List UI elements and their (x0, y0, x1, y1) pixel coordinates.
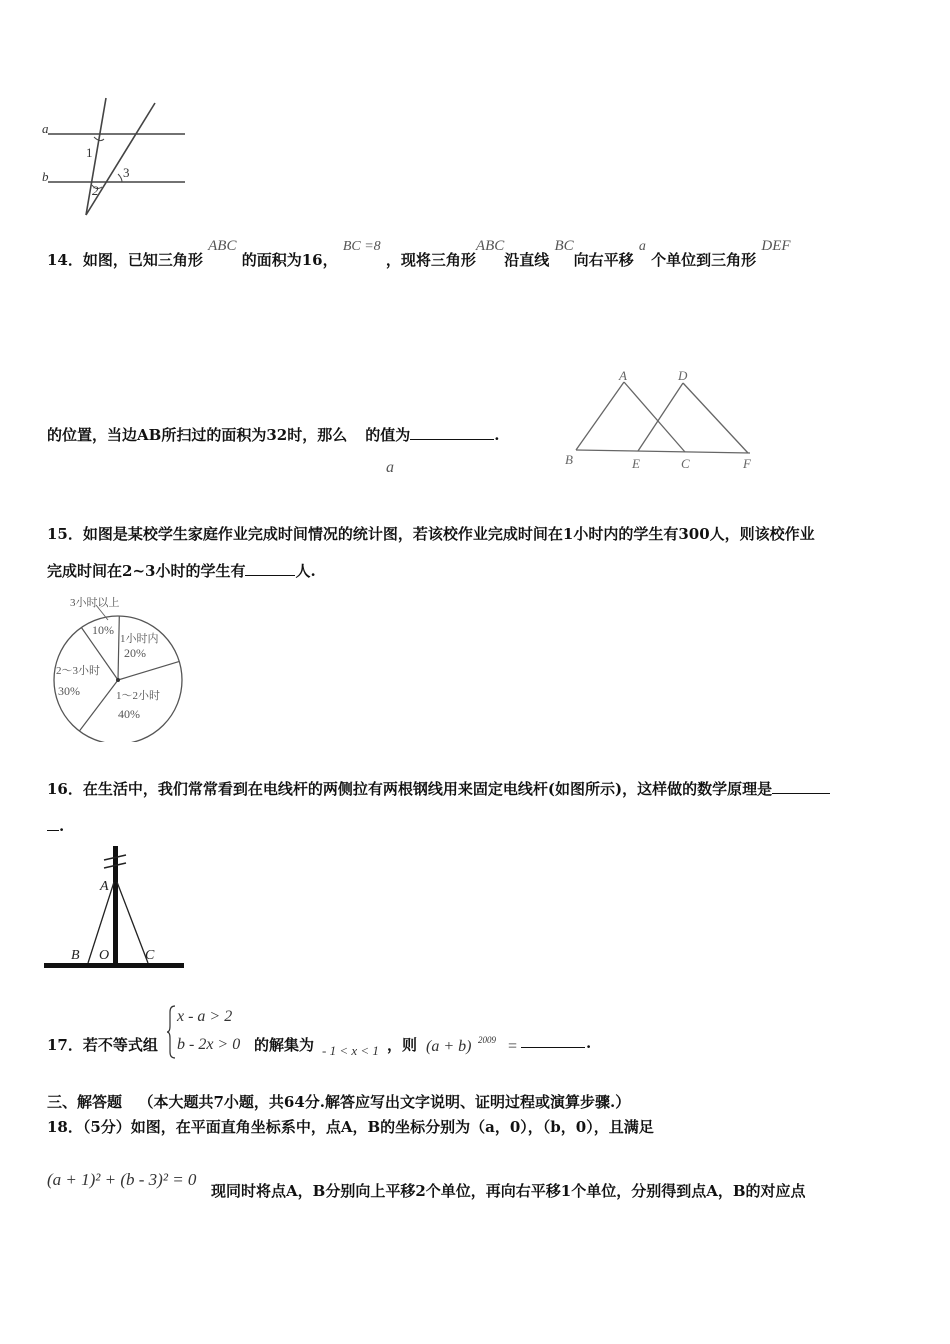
inequality-2: b - 2x > 0 (177, 1036, 241, 1053)
pie-slice-boundary-1 (118, 661, 179, 680)
system-brace (166, 1004, 176, 1060)
pie-slice-boundary-2 (79, 680, 118, 731)
label-B: B (565, 452, 573, 467)
label-O: O (99, 948, 110, 963)
answer-blank[interactable] (410, 424, 494, 440)
q14-text: ，现将三角形 (385, 251, 476, 269)
q16-text: 16．在生活中，我们常常看到在电线杆的两侧拉有两根钢线用来固定电线杆(如图所示)，这样做的数学原理是 (47, 780, 773, 798)
pie-category-label: 3小时以上 (70, 597, 120, 609)
label-E: E (632, 456, 640, 471)
q14-line1 (47, 234, 791, 274)
math-abc: ABC (208, 238, 237, 254)
answer-blank[interactable] (521, 1047, 585, 1048)
pie-slice-boundary-0 (118, 616, 119, 680)
q15-line2-text: 完成时间在2~3小时的学生有 (47, 562, 246, 580)
section-title: 三、解答题 (47, 1093, 123, 1111)
label-D: D (678, 368, 688, 383)
inequality-1: x - a > 2 (177, 1008, 233, 1025)
q18-line1: 18．（5分）如图，在平面直角坐标系中，点A，B的坐标分别为（a，0），（b，0），且满足 (47, 1118, 654, 1136)
label-C: C (681, 456, 690, 471)
triangles-translation-figure (560, 368, 760, 478)
q15-line1: 15．如图是某校学生家庭作业完成时间情况的统计图，若该校作业完成时间在1小时内的学生有300人，则该校作业 (47, 525, 815, 543)
math-equals: = (508, 1038, 518, 1055)
pie-chart (48, 592, 198, 742)
period: . (494, 426, 500, 444)
pie-value-label: 20% (124, 646, 146, 660)
math-bc-eq: BC =8 (342, 239, 381, 254)
math-equation: (a + 1)² + (b - 3)² = 0 (47, 1170, 197, 1189)
segment-de (638, 383, 683, 451)
label-b: b (42, 169, 49, 184)
angle-3-arc (118, 174, 122, 182)
label-a: a (42, 121, 49, 136)
label-angle-1: 1 (86, 145, 93, 160)
q15-line2-text: 人. (295, 562, 316, 580)
q14-line2 (47, 424, 499, 445)
answer-blank[interactable] (245, 560, 295, 576)
pie-category-label: 1～2小时 (116, 690, 160, 702)
q15-line2 (47, 560, 316, 581)
q17-number: 17．若不等式组 (47, 1036, 158, 1054)
line-b-f (576, 450, 750, 453)
label-angle-3: 3 (123, 165, 130, 180)
pie-value-label: 40% (118, 707, 140, 721)
pie-category-label: 1小时内 (120, 633, 159, 645)
label-C: C (145, 948, 155, 963)
pie-category-label: 2～3小时 (56, 665, 100, 677)
pie-center (116, 678, 120, 682)
pole (113, 846, 118, 964)
math-a-below: a (386, 459, 394, 476)
pie-value-label: 30% (58, 684, 80, 698)
answer-blank[interactable] (772, 778, 830, 794)
q14-number: 14． (47, 251, 83, 269)
q16-line2 (47, 815, 64, 835)
pie-value-label: 10% (92, 623, 114, 637)
q14-text: 的面积为16， (241, 251, 338, 269)
q14-text: 个单位到三角形 (651, 251, 757, 269)
q14-line2-text: 的值为 (365, 426, 411, 444)
q14-text: 如图，已知三角形 (82, 251, 203, 269)
section-note: （本大题共7小题，共64分.解答应写出文字说明、证明过程或演算步骤.） (138, 1093, 631, 1111)
label-B: B (71, 948, 80, 963)
utility-pole-figure (44, 842, 189, 972)
parallel-lines-figure (40, 95, 190, 220)
q18-line2: 现同时将点A，B分别向上平移2个单位，再向右平移1个单位，分别得到点A，B的对应点 (211, 1182, 806, 1200)
math-def: DEF (761, 238, 791, 254)
q14-text: 向右平移 (573, 251, 634, 269)
q16-line1 (47, 778, 830, 799)
math-exponent: 2009 (478, 1035, 496, 1045)
q14-text: 沿直线 (504, 251, 550, 269)
answer-blank-continued[interactable] (47, 815, 59, 831)
math-range: - 1 < x < 1 (322, 1043, 379, 1058)
q17-text-solution: 的解集为 (254, 1036, 315, 1054)
label-A: A (100, 879, 109, 894)
period: . (59, 817, 65, 835)
period: . (586, 1034, 592, 1052)
label-A: A (619, 368, 627, 383)
label-angle-2: 2 (92, 183, 99, 198)
math-expr: (a + b) (426, 1038, 472, 1055)
segment-ac (624, 382, 685, 452)
wire-ac (117, 882, 148, 963)
math-a: a (638, 239, 646, 254)
section-heading (47, 1091, 630, 1112)
q14-line2-text: 的位置，当边AB所扫过的面积为32时，那么 (47, 426, 348, 444)
segment-ab (576, 382, 624, 450)
label-F: F (743, 456, 751, 471)
math-bc: BC (554, 238, 574, 254)
q17-text-then: ，则 (387, 1036, 418, 1054)
math-abc-2: ABC (475, 238, 505, 254)
segment-df (683, 383, 748, 453)
